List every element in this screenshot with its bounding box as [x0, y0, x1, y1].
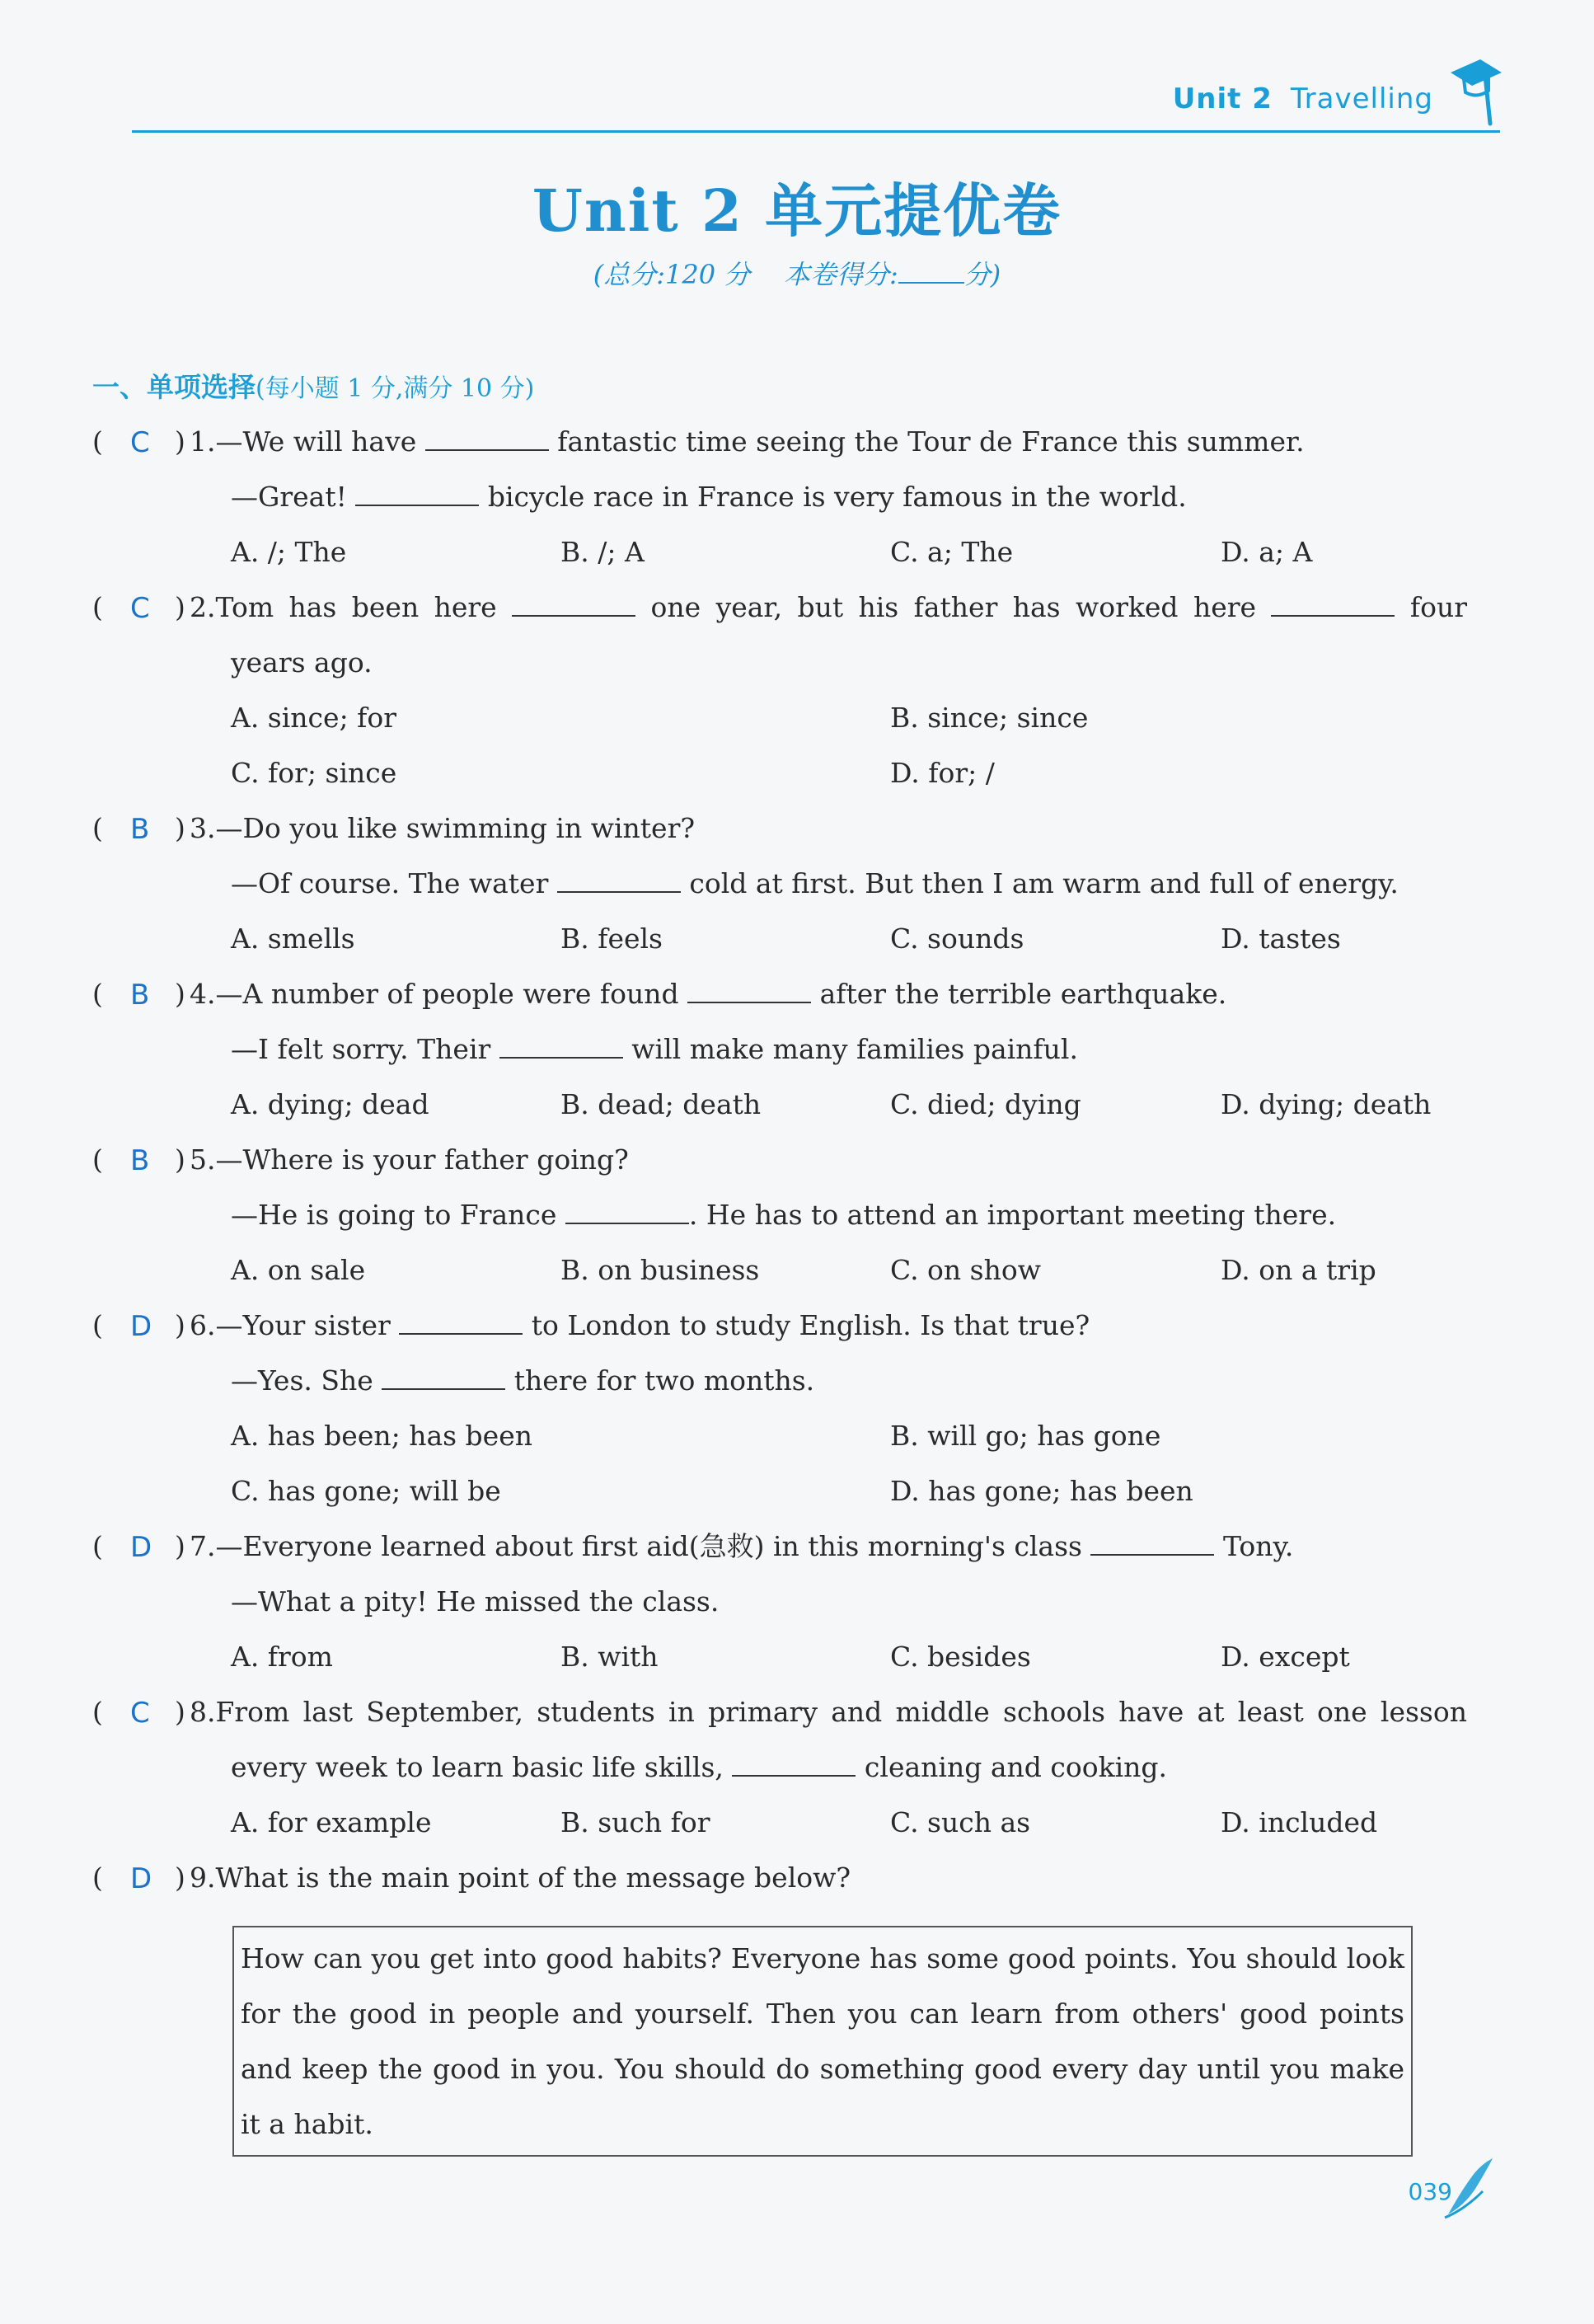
option-c: C. a; The [890, 536, 1014, 568]
question-stem-2: —I felt sorry. Their will make many families painful. [231, 1033, 1078, 1065]
option-b: B. on business [560, 1254, 760, 1286]
feather-icon [1442, 2155, 1499, 2221]
section-note: (每小题 1 分,满分 10 分) [256, 374, 535, 403]
question-5: ( B ) 5.—Where is your father going? —He is going to France . He has to attend an important meeting there. A. on sale B. on business C. on show D. on a trip [92, 1132, 1510, 1298]
answer-blank [512, 590, 635, 617]
option-d: D. dying; death [1221, 1088, 1432, 1120]
option-b: B. will go; has gone [890, 1420, 1161, 1452]
score-close: ) [990, 259, 1001, 290]
answer-blank [557, 866, 681, 893]
score-line [0, 254, 1594, 292]
answer: D [130, 1862, 152, 1895]
answer: C [130, 1697, 150, 1730]
total-score: 总分:120 分 [603, 259, 751, 290]
option-b: B. such for [560, 1806, 710, 1838]
score-blank [898, 264, 964, 284]
option-b: B. with [560, 1641, 659, 1673]
option-c: C. on show [890, 1254, 1041, 1286]
question-stem: 2.Tom has been here one year, but his father has worked here four [190, 591, 1467, 623]
question-stem-2: every week to learn basic life skills, cleaning and cooking. [231, 1751, 1168, 1783]
question-4: ( B ) 4.—A number of people were found after the terrible earthquake. —I felt sorry. Their will make many families painful. A. dying; dead B. dead; death C. died; dying D. dying; death [92, 966, 1510, 1132]
question-6: ( D ) 6.—Your sister to London to study English. Is that true? —Yes. She there for two months. A. has been; has been B. will go; has gone C. has gone; will be D. has gone; has been [92, 1298, 1510, 1519]
options [92, 1077, 1510, 1132]
options [92, 911, 1510, 966]
answer: D [130, 1310, 152, 1343]
question-9: ( D ) 9.What is the main point of the message below? [92, 1850, 1510, 1905]
option-d: D. on a trip [1221, 1254, 1376, 1286]
header-unit: Unit 2 [1172, 82, 1273, 115]
answer: B [130, 813, 150, 846]
options [92, 1795, 1510, 1850]
option-c: C. for; since [231, 757, 397, 789]
question-stem: 1.—We will have fantastic time seeing the Tour de France this summer. [190, 425, 1305, 458]
question-stem: 7.—Everyone learned about first aid(急救) in this morning's class Tony. [190, 1530, 1294, 1562]
answer: B [130, 979, 150, 1012]
answer-blank [687, 977, 811, 1003]
question-stem: 5.—Where is your father going? [190, 1143, 629, 1176]
page-number: 039 [1408, 2178, 1452, 2205]
answer-blank [425, 425, 549, 451]
option-b: B. feels [560, 923, 663, 955]
option-b: B. dead; death [560, 1088, 762, 1120]
answer-blank [732, 1750, 856, 1777]
question-stem-2: —Yes. She there for two months. [231, 1364, 815, 1397]
option-a: A. from [231, 1641, 333, 1673]
question-stem: 4.—A number of people were found after the terrible earthquake. [190, 978, 1227, 1010]
options [92, 690, 1510, 745]
question-stem: 9.What is the main point of the message below? [190, 1862, 851, 1894]
answer-blank [565, 1198, 689, 1224]
question-stem: 6.—Your sister to London to study English. Is that true? [190, 1309, 1090, 1341]
option-b: B. /; A [560, 536, 645, 568]
option-c: C. besides [890, 1641, 1031, 1673]
question-stem: 3.—Do you like swimming in winter? [190, 812, 696, 844]
question-7: ( D ) 7.—Everyone learned about first aid(急救) in this morning's class Tony. —What a pity! He missed the class. A. from B. with C. besides D. except [92, 1519, 1510, 1684]
option-c: C. sounds [890, 923, 1024, 955]
option-d: D. has gone; has been [890, 1475, 1193, 1507]
question-2: ( C ) 2.Tom has been here one year, but his father has worked here four years ago. A. since; for B. since; since C. for; since D. for; / [92, 580, 1510, 800]
answer: D [130, 1531, 152, 1564]
options [92, 1463, 1510, 1519]
header-topic: Travelling [1290, 82, 1433, 115]
score-label: 本卷得分: [783, 259, 898, 290]
option-c: C. died; dying [890, 1088, 1081, 1120]
graduation-cap-icon [1447, 54, 1505, 129]
options [92, 1629, 1510, 1684]
answer: C [130, 592, 150, 625]
answer-blank [399, 1308, 523, 1335]
section-title [92, 366, 534, 405]
options [92, 1408, 1510, 1463]
reading-passage: How can you get into good habits? Everyone has some good points. You should look for the good in people and yourself. Then you can learn from others' good points and keep the good in you. You should do something good every day until you make it a habit. [232, 1926, 1413, 2157]
question-1: ( C ) 1.—We will have fantastic time seeing the Tour de France this summer. —Great! bicycle race in France is very famous in the world. A. /; The B. /; A C. a; The D. a; A [92, 414, 1510, 580]
question-stem-2: —What a pity! He missed the class. [231, 1585, 720, 1617]
running-header [1173, 82, 1433, 115]
question-3: ( B ) 3.—Do you like swimming in winter? —Of course. The water cold at first. But then I am warm and full of energy. A. smells B. feels C. sounds D. tastes [92, 800, 1510, 966]
option-a: A. has been; has been [231, 1420, 532, 1452]
options [92, 524, 1510, 580]
option-b: B. since; since [890, 702, 1089, 734]
question-stem-2: —Of course. The water cold at first. But then I am warm and full of energy. [231, 867, 1399, 899]
option-d: D. a; A [1221, 536, 1313, 568]
question-stem-2: —Great! bicycle race in France is very famous in the world. [231, 481, 1187, 513]
option-d: D. included [1221, 1806, 1378, 1838]
option-a: A. smells [231, 923, 355, 955]
option-d: D. for; / [890, 757, 995, 789]
score-unit: 分 [963, 259, 991, 290]
question-8: ( C ) 8.From last September, students in primary and middle schools have at least one lesson every week to learn basic life skills, cleaning and cooking. A. for example B. such for C. such as D. included [92, 1684, 1510, 1850]
answer-blank [1271, 590, 1395, 617]
options [92, 1242, 1510, 1298]
options [92, 745, 1510, 800]
score-open: ( [593, 259, 604, 290]
answer-blank [355, 480, 479, 506]
question-stem-2: —He is going to France . He has to attend an important meeting there. [231, 1199, 1337, 1231]
answer-blank [1090, 1529, 1214, 1556]
option-a: A. since; for [231, 702, 397, 734]
option-c: C. such as [890, 1806, 1031, 1838]
answer-blank [382, 1364, 505, 1390]
option-a: A. on sale [231, 1254, 366, 1286]
option-d: D. tastes [1221, 923, 1341, 955]
page-title: Unit 2 单元提优卷 [532, 176, 1062, 245]
question-stem-2: years ago. [231, 646, 373, 678]
option-c: C. has gone; will be [231, 1475, 501, 1507]
answer: C [130, 426, 150, 459]
section-heading: 一、单项选择 [92, 371, 256, 403]
question-stem: 8.From last September, students in primary and middle schools have at least one lesson [190, 1696, 1467, 1728]
option-a: A. dying; dead [231, 1088, 429, 1120]
header-rule [132, 130, 1500, 133]
option-d: D. except [1221, 1641, 1350, 1673]
answer-blank [499, 1032, 623, 1059]
answer: B [130, 1144, 150, 1177]
option-a: A. /; The [231, 536, 347, 568]
option-a: A. for example [231, 1806, 432, 1838]
